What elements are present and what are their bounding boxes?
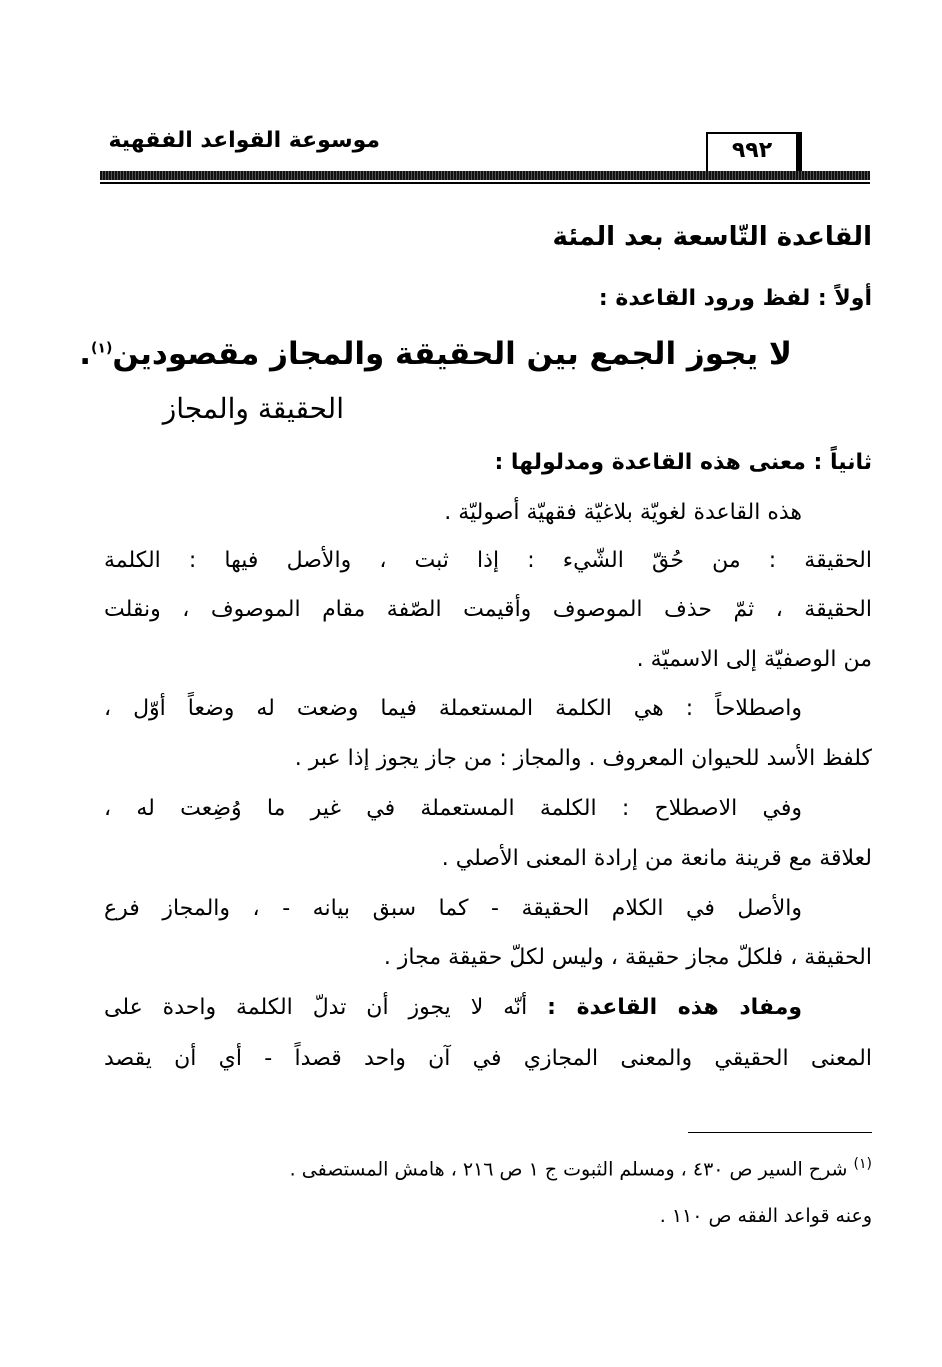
footnote-separator	[688, 1132, 872, 1133]
footnote-line: وعنه قواعد الفقه ص ١١٠ .	[659, 1205, 872, 1227]
page-number-box	[706, 132, 802, 172]
header-rule-thin	[100, 182, 870, 184]
footnote-mark: (١)	[853, 1156, 872, 1172]
rule-text: لا يجوز الجمع بين الحقيقة والمجاز مقصودين	[112, 336, 792, 372]
footnote-line	[290, 1156, 872, 1180]
section2-title: ثانياً : معنى هذه القاعدة ومدلولها :	[494, 450, 872, 475]
body-line: والأصل في الكلام الحقيقة - كما سبق بيانه - ، والمجاز فرع	[104, 896, 802, 921]
running-header-title: موسوعة القواعد الفقهية	[108, 128, 380, 153]
rule-end-punct: .	[79, 336, 92, 372]
body-line: هذه القاعدة لغويّة بلاغيّة فقهيّة أصوليّة .	[444, 500, 802, 525]
body-line: وفي الاصطلاح : الكلمة المستعملة في غير ما وُضِعت له ،	[104, 796, 802, 821]
topic-label: الحقيقة والمجاز	[162, 392, 344, 425]
import-text: أنّه لا يجوز أن تدلّ الكلمة واحدة على	[104, 995, 528, 1020]
page-number: ٩٩٢	[731, 138, 773, 163]
rule-statement	[79, 336, 792, 372]
section1-title: أولاً : لفظ ورود القاعدة :	[598, 286, 872, 311]
body-line: الحقيقة ، فلكلّ مجاز حقيقة ، وليس لكلّ حقيقة مجاز .	[383, 945, 872, 970]
body-line: من الوصفيّة إلى الاسميّة .	[636, 647, 872, 672]
import-line	[104, 995, 802, 1020]
body-line: واصطلاحاً : هي الكلمة المستعملة فيما وضعت له وضعاً أوّل ،	[104, 696, 802, 721]
body-line-last: المعنى الحقيقي والمعنى المجازي في آن واحد قصداً - أي أن يقصد	[104, 1046, 872, 1071]
body-line: لعلاقة مع قرينة مانعة من إرادة المعنى الأصلي .	[441, 846, 872, 871]
body-line: كلفظ الأسد للحيوان المعروف . والمجاز : من جاز يجوز إذا عبر .	[294, 746, 872, 771]
body-line: الحقيقة : من حُقّ الشّيء : إذا ثبت ، والأصل فيها : الكلمة	[104, 548, 872, 573]
footnote-text-1: شرح السير ص ٤٣٠ ، ومسلم الثبوت ج ١ ص ٢١٦ ، هامش المستصفى .	[289, 1158, 848, 1181]
import-label: ومفاد هذه القاعدة :	[547, 995, 803, 1020]
footnote-ref-mark[interactable]: (١)	[91, 340, 113, 357]
body-line: الحقيقة ، ثمّ حذف الموصوف وأقيمت الصّفة مقام الموصوف ، ونقلت	[104, 597, 872, 622]
header-rule-thick	[100, 171, 870, 180]
rule-heading: القاعدة التّاسعة بعد المئة	[552, 222, 872, 252]
